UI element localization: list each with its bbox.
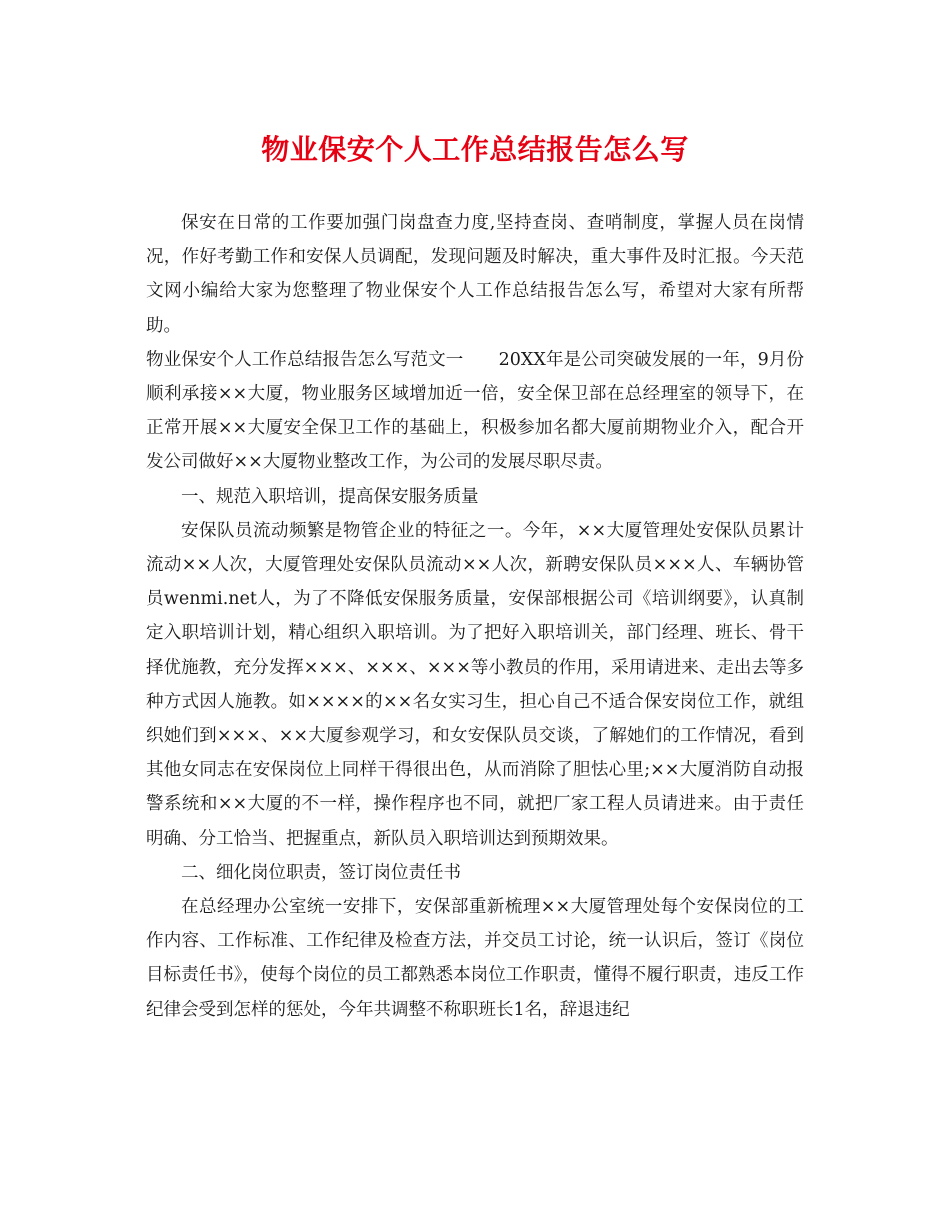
example-one-paragraph: 物业保安个人工作总结报告怎么写范文一 20XX年是公司突破发展的一年，9月份顺利承接××大厦，物业服务区域增加近一倍，安全保卫部在总经理室的领导下，在正常开展××大厦安全保卫工作的基础上，积极参加名都大厦前期物业介入，配合开发公司做好××大厦物业整改工作，为公司的发展尽职尽责。 [146, 349, 804, 473]
section-heading-1: 一、规范入职培训，提高保安服务质量 [181, 486, 479, 507]
intro-paragraph: 保安在日常的工作要加强门岗盘查力度,坚持查岗、查哨制度，掌握人员在岗情况，作好考勤工作和安保人员调配，发现问题及时解决，重大事件及时汇报。今天范文网小编给大家为您整理了物业保安个人工作总结报告怎么写，希望对大家有所帮助。 [146, 213, 804, 336]
section-2-paragraph: 在总经理办公室统一安排下，安保部重新梳理××大厦管理处每个安保岗位的工作内容、工作标准、工作纪律及检查方法，并交员工讨论，统一认识后，签订《岗位目标责任书》，使每个岗位的员工都熟悉本岗位工作职责，懂得不履行职责，违反工作纪律会受到怎样的惩处，今年共调整不称职班长1名，辞退违纪 [146, 897, 804, 1020]
document-body [146, 206, 804, 1027]
document-title: 物业保安个人工作总结报告怎么写 [261, 133, 689, 166]
section-1-paragraph: 安保队员流动频繁是物管企业的特征之一。今年，××大厦管理处安保队员累计流动××人次，大厦管理处安保队员流动××人次，新聘安保队员×××人、车辆协管员wenmi.net人，为了不降低安保服务质量，安保部根据公司《培训纲要》，认真制定入职培训计划，精心组织入职培训。为了把好入职培训关，部门经理、班长、骨干择优施教，充分发挥×××、×××、×××等小教员的作用，采用请进来、走出去等多种方式因人施教。如××××的××名女实习生，担心自己不适合保安岗位工作，就组织她们到×××、××大厦参观学习，和女安保队员交谈，了解她们的工作情况，看到其他女同志在安保岗位上同样干得很出色，从而消除了胆怯心里;××大厦消防自动报警系统和××大厦的不一样，操作程序也不同，就把厂家工程人员请进来。由于责任明确、分工恰当、把握重点，新队员入职培训达到预期效果。 [146, 520, 804, 849]
section-heading-2: 二、细化岗位职责，签订岗位责任书 [181, 862, 461, 883]
